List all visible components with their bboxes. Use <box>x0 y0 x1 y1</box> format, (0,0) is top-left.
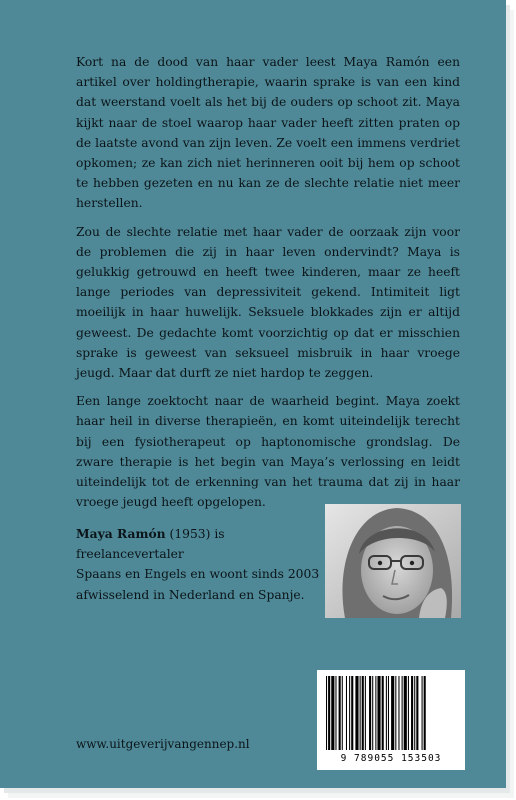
isbn-number: 9 789055 153503 <box>340 753 442 764</box>
blurb-paragraph-2: Zou de slechte relatie met haar vader de oorzaak zijn voor de problemen die zij in haar leven ondervindt? Maya is gelukkig getrouwd en heeft twee kinderen, maar ze heeft lange periodes van depressiviteit gekend. Intimiteit ligt moeilijk in haar huwelijk. Seksuele blokkades zijn er altijd geweest. De gedachte komt voorzichtig op dat er misschien sprake is geweest van seksueel misbruik in haar vroege jeugd. Maar dat durft ze niet hardop te zeggen. <box>76 224 460 381</box>
author-bio <box>76 524 332 605</box>
author-bio-line-1: (1953) is freelancevertaler <box>76 527 225 562</box>
author-bio-line-2: Spaans en Engels en woont sinds 2003 <box>76 567 320 582</box>
author-name: Maya Ramón <box>76 526 166 541</box>
blurb <box>76 52 460 520</box>
blurb-paragraph-3: Een lange zoektocht naar de waarheid begint. Maya zoekt haar heil in diverse therapieën, en komt uiteindelijk terecht bij een fysiotherapeut op haptonomische grondslag. De zware therapie is het begin van Maya’s verlossing en leidt uiteindelijk tot de erkenning van het trauma dat zij in haar vroege jeugd heeft opgelopen. <box>76 394 460 510</box>
publisher-website: www.uitgeverijvangennep.nl <box>76 737 250 751</box>
author-bio-line-3: afwisselend in Nederland en Spanje. <box>76 587 305 602</box>
author-photo <box>325 504 461 618</box>
barcode-bars <box>322 676 460 752</box>
barcode <box>317 670 465 770</box>
blurb-paragraph-1: Kort na de dood van haar vader leest Maya Ramón een artikel over holdingtherapie, waarin sprake is van een kind dat weerstand voelt als het bij de ouders op schoot zit. Maya kijkt naar de stoel waarop haar vader heeft zitten praten op de laatste avond van zijn leven. Ze voelt een immens verdriet opkomen; ze kan zich niet herinneren ooit bij hem op schoot te hebben gezeten en nu kan ze de slechte relatie niet meer herstellen. <box>76 55 460 211</box>
